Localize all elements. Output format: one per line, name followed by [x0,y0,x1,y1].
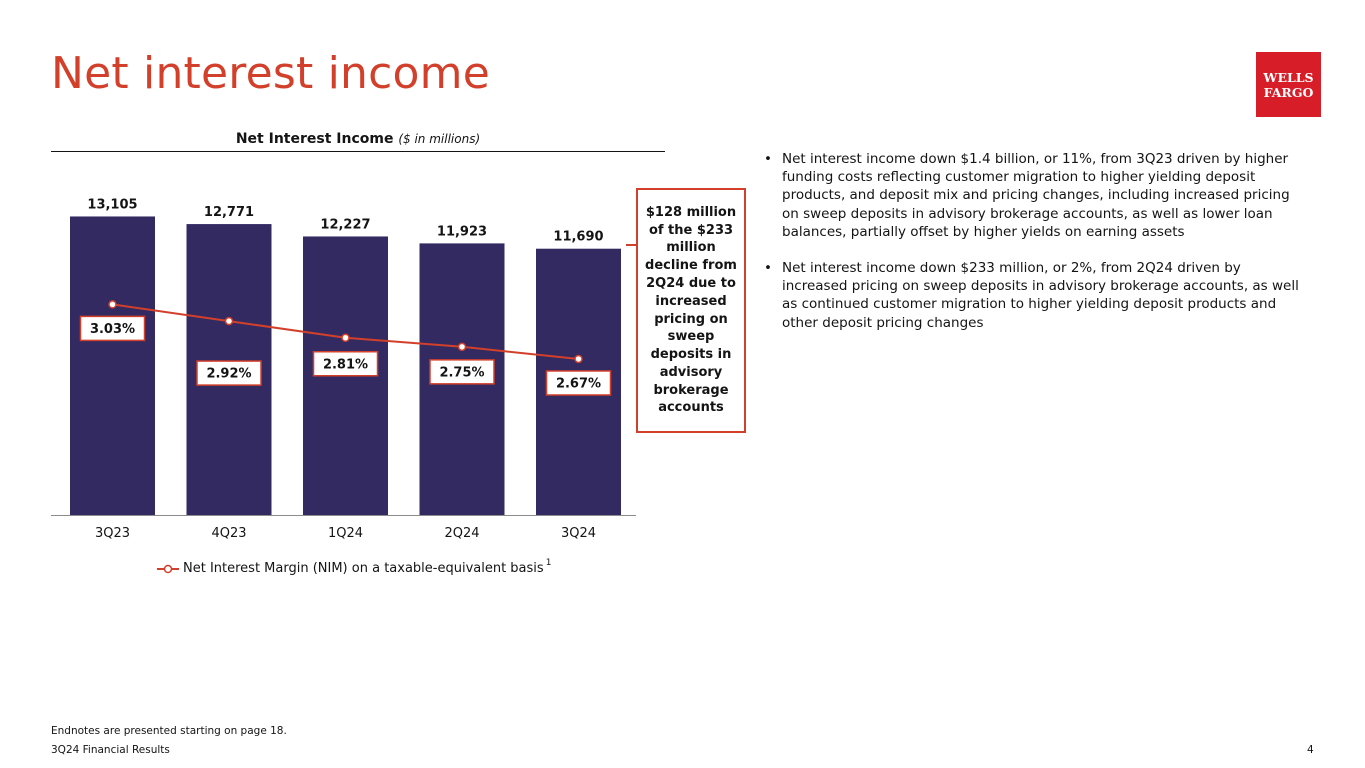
chart-subtitle: ($ in millions) [398,132,481,146]
logo-line-2: FARGO [1263,84,1314,100]
x-tick-label: 3Q23 [94,526,131,541]
wells-fargo-logo [1256,52,1321,117]
nim-value-label: 2.81% [322,357,369,373]
nim-point [226,318,233,325]
bar-value-label: 12,227 [320,217,371,233]
bar-value-label: 11,923 [436,224,488,240]
nim-value-label: 2.92% [206,366,252,382]
footer-report-name: 3Q24 Financial Results [51,744,170,756]
callout-connector [626,244,636,246]
chart-legend [157,557,552,576]
callout-box [636,188,746,433]
x-tick-label: 1Q24 [327,526,364,541]
commentary-list [762,150,1302,350]
bar-3q23 [70,216,155,515]
nim-point [342,334,349,341]
x-tick-label: 4Q23 [211,526,247,541]
legend-label: Net Interest Margin (NIM) on a taxable-equivalent basis [183,561,544,576]
nim-point [575,355,582,362]
callout-text: $128 million of the $233 million decline from 2Q24 due to increased pricing on sweep deposits in advisory brokerage accounts [645,204,737,416]
nim-point [459,343,466,350]
bar-value-label: 11,690 [553,229,604,245]
net-interest-income-chart [0,0,700,560]
endnote-text: Endnotes are presented starting on page 18. [51,725,287,737]
bar-value-label: 13,105 [87,197,138,213]
x-tick-label: 2Q24 [444,526,480,541]
nim-point [109,301,116,308]
legend-footnote: 1 [545,557,552,568]
nim-value-label: 3.03% [89,321,136,337]
nim-value-label: 2.67% [555,376,602,392]
commentary-bullet-2: • Net interest income down $233 million, or 2%, from 2Q24 driven by increased pricing on sweep deposits in advisory brokerage accounts, as well as continued customer migration to higher yielding deposit products and other deposit pricing changes [762,259,1302,332]
nim-value-label: 2.75% [439,365,485,381]
x-tick-label: 3Q24 [560,526,597,541]
legend-line-marker-icon [157,564,179,574]
page-title: Net interest income [51,48,490,99]
page-number: 4 [1307,744,1314,756]
logo-line-1: WELLS [1263,69,1314,85]
commentary-bullet-1: • Net interest income down $1.4 billion, or 11%, from 3Q23 driven by higher funding costs reflecting customer migration to higher yielding deposit products, and deposit mix and pricing changes, including increased pricing on sweep deposits in advisory brokerage accounts, as well as lower loan balances, partially offset by higher yields on earning assets [762,150,1302,241]
chart-title: Net Interest Income [235,131,394,147]
bar-value-label: 12,771 [203,205,255,221]
